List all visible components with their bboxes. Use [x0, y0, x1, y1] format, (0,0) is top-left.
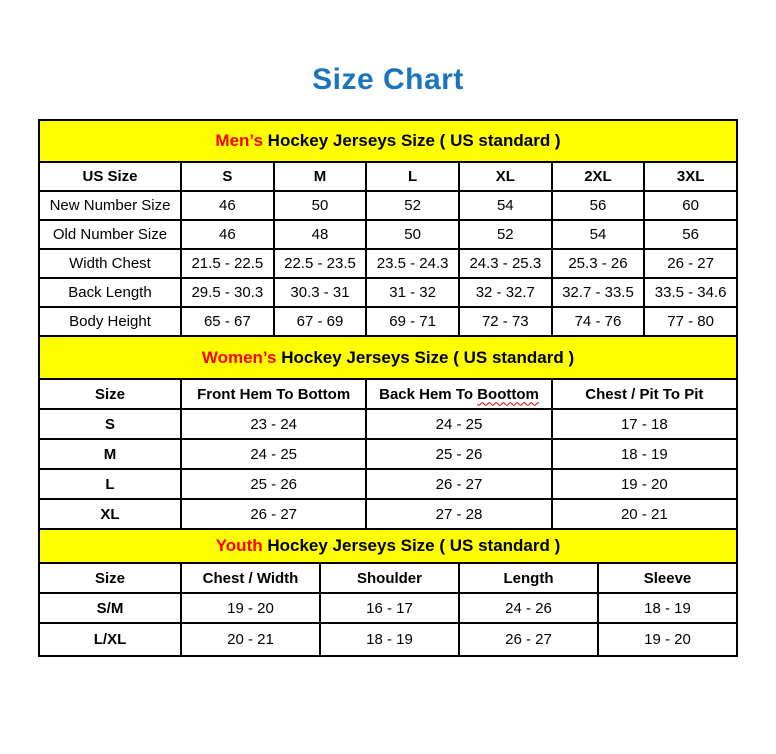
cell: 25 - 26: [181, 469, 366, 499]
cell: 19 - 20: [181, 593, 320, 623]
cell: 19 - 20: [552, 469, 737, 499]
cell: 17 - 18: [552, 409, 737, 439]
column-header: Size: [39, 379, 181, 409]
cell: 50: [366, 220, 459, 249]
column-header: S: [181, 162, 274, 191]
cell: 20 - 21: [181, 623, 320, 656]
cell: 26 - 27: [459, 623, 598, 656]
row-label: L: [39, 469, 181, 499]
cell: 56: [644, 220, 737, 249]
cell: 46: [181, 220, 274, 249]
womens-banner-text: Hockey Jerseys Size ( US standard ): [276, 347, 575, 367]
womens-banner-row: [39, 336, 737, 379]
cell: 67 - 69: [274, 307, 367, 336]
size-chart-tables: [38, 119, 738, 657]
row-label: New Number Size: [39, 191, 181, 220]
column-header: Length: [459, 563, 598, 593]
cell: 19 - 20: [598, 623, 737, 656]
youth-banner-highlight: Youth: [215, 536, 263, 555]
table-row: [39, 469, 737, 499]
youth-banner-text: Hockey Jerseys Size ( US standard ): [262, 536, 561, 555]
cell: 20 - 21: [552, 499, 737, 529]
cell: 46: [181, 191, 274, 220]
column-header: 2XL: [552, 162, 645, 191]
cell: 26 - 27: [644, 249, 737, 278]
cell: 56: [552, 191, 645, 220]
column-header: US Size: [39, 162, 181, 191]
cell: 72 - 73: [459, 307, 552, 336]
cell: 21.5 - 22.5: [181, 249, 274, 278]
cell: 18 - 19: [598, 593, 737, 623]
table-row: [39, 249, 737, 278]
column-header: Sleeve: [598, 563, 737, 593]
table-row: [39, 409, 737, 439]
column-header: Shoulder: [320, 563, 459, 593]
cell: 29.5 - 30.3: [181, 278, 274, 307]
row-label: M: [39, 439, 181, 469]
youth-banner: [39, 529, 737, 563]
misspelled-word: Boottom: [477, 385, 539, 403]
row-label: XL: [39, 499, 181, 529]
cell: 23 - 24: [181, 409, 366, 439]
column-header-text: Back Hem To: [379, 385, 478, 403]
row-label: Body Height: [39, 307, 181, 336]
mens-size-table: [38, 119, 738, 337]
table-row: [39, 220, 737, 249]
cell: 24 - 26: [459, 593, 598, 623]
column-header: M: [274, 162, 367, 191]
cell: 16 - 17: [320, 593, 459, 623]
cell: 60: [644, 191, 737, 220]
cell: 31 - 32: [366, 278, 459, 307]
table-row: [39, 439, 737, 469]
cell: 77 - 80: [644, 307, 737, 336]
cell: 32.7 - 33.5: [552, 278, 645, 307]
row-label: Old Number Size: [39, 220, 181, 249]
cell: 69 - 71: [366, 307, 459, 336]
row-label: Width Chest: [39, 249, 181, 278]
cell: 54: [552, 220, 645, 249]
cell: 52: [459, 220, 552, 249]
column-header: [366, 379, 551, 409]
cell: 23.5 - 24.3: [366, 249, 459, 278]
column-header: Chest / Width: [181, 563, 320, 593]
table-row: [39, 623, 737, 656]
cell: 26 - 27: [366, 469, 551, 499]
table-row: [39, 593, 737, 623]
cell: 74 - 76: [552, 307, 645, 336]
table-row: [39, 191, 737, 220]
column-header: Size: [39, 563, 181, 593]
row-label: S/M: [39, 593, 181, 623]
column-header: XL: [459, 162, 552, 191]
cell: 32 - 32.7: [459, 278, 552, 307]
column-header: Front Hem To Bottom: [181, 379, 366, 409]
womens-size-table: [38, 335, 738, 530]
youth-size-table: [38, 528, 738, 657]
cell: 54: [459, 191, 552, 220]
cell: 24 - 25: [181, 439, 366, 469]
page-title: Size Chart: [312, 63, 464, 96]
cell: 25 - 26: [366, 439, 551, 469]
mens-banner-row: [39, 120, 737, 162]
column-header: Chest / Pit To Pit: [552, 379, 737, 409]
column-header: 3XL: [644, 162, 737, 191]
cell: 24.3 - 25.3: [459, 249, 552, 278]
cell: 33.5 - 34.6: [644, 278, 737, 307]
table-row: [39, 499, 737, 529]
row-label: S: [39, 409, 181, 439]
cell: 25.3 - 26: [552, 249, 645, 278]
cell: 24 - 25: [366, 409, 551, 439]
mens-banner-text: Hockey Jerseys Size ( US standard ): [262, 131, 561, 150]
cell: 30.3 - 31: [274, 278, 367, 307]
row-label: Back Length: [39, 278, 181, 307]
column-header: L: [366, 162, 459, 191]
cell: 65 - 67: [181, 307, 274, 336]
row-label: L/XL: [39, 623, 181, 656]
cell: 18 - 19: [552, 439, 737, 469]
womens-banner: [39, 336, 737, 379]
cell: 18 - 19: [320, 623, 459, 656]
mens-header-row: [39, 162, 737, 191]
womens-header-row: [39, 379, 737, 409]
mens-banner-highlight: Men’s: [215, 131, 263, 150]
cell: 26 - 27: [181, 499, 366, 529]
womens-banner-highlight: Women’s: [201, 347, 277, 367]
cell: 27 - 28: [366, 499, 551, 529]
cell: 48: [274, 220, 367, 249]
youth-banner-row: [39, 529, 737, 563]
table-row: [39, 307, 737, 336]
cell: 50: [274, 191, 367, 220]
cell: 52: [366, 191, 459, 220]
table-row: [39, 278, 737, 307]
cell: 22.5 - 23.5: [274, 249, 367, 278]
youth-header-row: [39, 563, 737, 593]
mens-banner: [39, 120, 737, 162]
